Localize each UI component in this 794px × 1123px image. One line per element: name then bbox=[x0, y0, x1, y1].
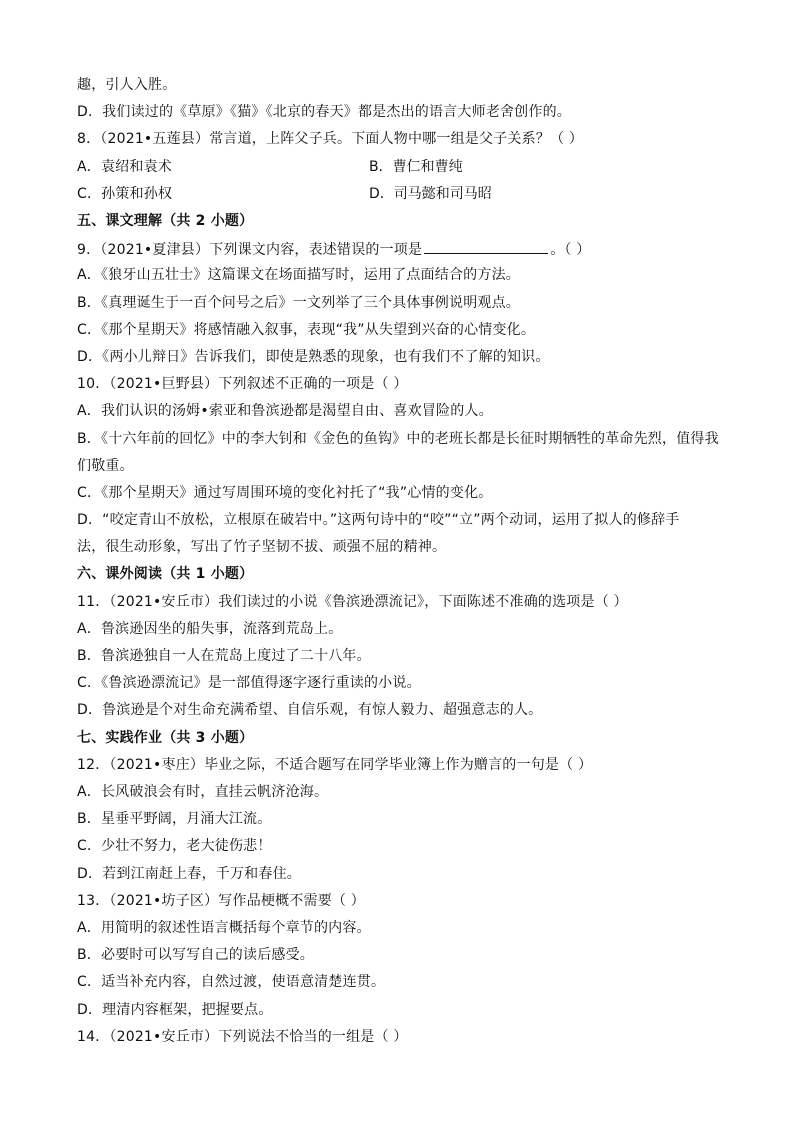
section-heading-5: 五、课文理解（共 2 小题） bbox=[77, 213, 254, 229]
question-10: 10．（2021•巨野县）下列叙述不正确的一项是（ ） bbox=[77, 376, 408, 392]
text-line: 趣，引人入胜。 bbox=[77, 77, 177, 93]
option-d-q11: D．鲁滨逊是个对生命充满希望、自信乐观，有惊人毅力、超强意志的人。 bbox=[77, 702, 543, 718]
option-d-q7: D．我们读过的《草原》《猫》《北京的春天》都是杰出的语言大师老舍创作的。 bbox=[77, 104, 571, 120]
option-b-q13: B．必要时可以写写自己的读后感受。 bbox=[77, 947, 315, 963]
section-heading-7: 七、实践作业（共 3 小题） bbox=[77, 730, 254, 746]
question-13: 13．（2021•坊子区）写作品梗概不需要（ ） bbox=[77, 893, 365, 909]
question-14: 14．（2021•安丘市）下列说法不恰当的一组是（ ） bbox=[77, 1029, 408, 1045]
option-c-q12: C．少壮不努力，老大徒伤悲！ bbox=[77, 838, 272, 854]
option-a-q8: A．袁绍和袁术 bbox=[77, 159, 172, 175]
option-d-q13: D．理清内容框架，把握要点。 bbox=[77, 1002, 273, 1018]
option-c-q8: C．孙策和孙权 bbox=[77, 186, 173, 202]
option-d-q8: D．司马懿和司马昭 bbox=[369, 186, 492, 202]
option-d-q10: D．“咬定青山不放松，立根原在破岩中。”这两句诗中的“咬”“立”两个动词，运用了拟人的修辞手 bbox=[77, 512, 680, 528]
option-a-q13: A．用简明的叙述性语言概括每个章节的内容。 bbox=[77, 920, 371, 936]
option-a-q11: A．鲁滨逊因坐的船失事，流落到荒岛上。 bbox=[77, 621, 343, 637]
option-b-q11: B．鲁滨逊独自一人在荒岛上度过了二十八年。 bbox=[77, 648, 371, 664]
option-a-q10: A．我们认识的汤姆•索亚和鲁滨逊都是渴望自由、喜欢冒险的人。 bbox=[77, 403, 493, 419]
question-8: 8．（2021•五莲县）常言道，上阵父子兵。下面人物中哪一组是父子关系？（ ） bbox=[77, 131, 584, 147]
option-c-q13: C．适当补充内容，自然过渡，使语意清楚连贯。 bbox=[77, 974, 386, 990]
option-c-q11: C．《鲁滨逊漂流记》是一部值得逐字逐行重读的小说。 bbox=[77, 675, 421, 691]
answer-blank bbox=[424, 240, 548, 254]
option-b-q10: B．《十六年前的回忆》中的李大钊和《金色的鱼钩》中的老班长都是长征时期牺牲的革命先烈，值得我 bbox=[77, 431, 719, 447]
option-b-q8: B．曹仁和曹纯 bbox=[369, 159, 463, 175]
question-9 bbox=[77, 240, 727, 259]
question-9-end: 。（ ） bbox=[550, 242, 591, 258]
option-d-q10-cont: 法，很生动形象，写出了竹子坚韧不拔、顽强不屈的精神。 bbox=[77, 539, 447, 555]
section-heading-6: 六、课外阅读（共 1 小题） bbox=[77, 566, 254, 582]
option-b-q10-cont: 们敬重。 bbox=[77, 458, 134, 474]
option-b-q12: B．星垂平野阔，月涌大江流。 bbox=[77, 811, 272, 827]
option-c-q10: C．《那个星期天》通过写周围环境的变化衬托了“我”心情的变化。 bbox=[77, 485, 493, 501]
option-c-q9: C．《那个星期天》将感情融入叙事，表现“我”从失望到兴奋的心情变化。 bbox=[77, 322, 536, 338]
option-a-q9: A．《狼牙山五壮士》这篇课文在场面描写时，运用了点面结合的方法。 bbox=[77, 267, 520, 283]
question-12: 12．（2021•枣庄）毕业之际，不适合题写在同学毕业簿上作为赠言的一句是（ ） bbox=[77, 757, 593, 773]
question-9-text: 9．（2021•夏津县）下列课文内容，表述错误的一项是 bbox=[77, 242, 423, 258]
option-d-q9: D．《两小儿辩日》告诉我们，即使是熟悉的现象，也有我们不了解的知识。 bbox=[77, 349, 550, 365]
option-d-q12: D．若到江南赶上春，千万和春住。 bbox=[77, 866, 301, 882]
question-11: 11．（2021•安丘市）我们读过的小说《鲁滨逊漂流记》，下面陈述不准确的选项是（ ） bbox=[77, 594, 628, 610]
option-b-q9: B．《真理诞生于一百个问号之后》一文列举了三个具体事例说明观点。 bbox=[77, 295, 521, 311]
option-a-q12: A．长风破浪会有时，直挂云帆济沧海。 bbox=[77, 784, 329, 800]
